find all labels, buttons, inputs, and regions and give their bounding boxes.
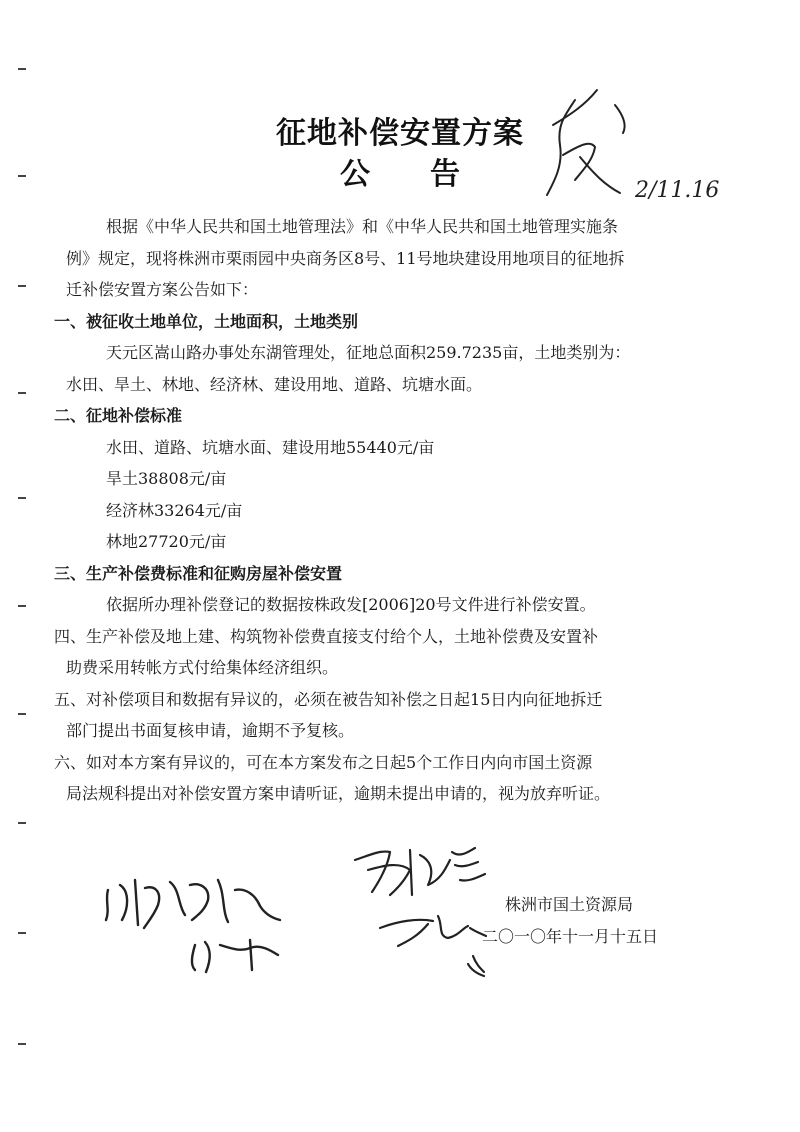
intro-line: 迁补偿安置方案公告如下：: [66, 280, 259, 299]
handwritten-date-note: 2/11.16: [635, 178, 720, 203]
handwritten-approval-mark: [535, 85, 725, 205]
section-line: 如对本方案有异议的，可在本方案发布之日起5个工作日内向市国土资源: [86, 752, 593, 772]
issuer-block: [482, 889, 740, 953]
punch-mark: [18, 497, 26, 499]
document-body: [54, 211, 726, 810]
punch-mark: [18, 1043, 26, 1045]
section-line: 依据所办理补偿登记的数据按株政发[2006]20号文件进行补偿安置。: [106, 595, 596, 614]
rate-line: 旱土38808元/亩: [106, 469, 227, 488]
handwritten-signature-left: [100, 870, 290, 980]
section-heading: 三、生产补偿费标准和征购房屋补偿安置: [54, 563, 343, 583]
punch-mark: [18, 68, 26, 70]
subtitle-char: 公: [340, 157, 370, 192]
punch-mark: [18, 822, 26, 824]
intro-line: 根据《中华人民共和国土地管理法》和《中华人民共和国土地管理实施条: [106, 217, 619, 236]
section-heading: 二、征地补偿标准: [54, 406, 183, 425]
punch-mark: [18, 932, 26, 934]
section-item: [54, 747, 726, 779]
punch-mark: [18, 605, 26, 607]
document-title: 征地补偿安置方案: [276, 116, 524, 151]
section-number: 四、: [54, 626, 87, 646]
section-line: 局法规科提出对补偿安置方案申请听证，逾期未提出申请的，视为放弃听证。: [66, 784, 611, 803]
handwritten-signature-lower: [378, 906, 488, 981]
section-line: 水田、旱土、林地、经济林、建设用地、道路、坑塘水面。: [66, 374, 483, 394]
intro-line: 例》规定，现将株洲市栗雨园中央商务区8号、11号地块建设用地项目的征地拆: [66, 248, 625, 268]
section-number: 五、: [54, 689, 87, 709]
rate-line: 水田、道路、坑塘水面、建设用地55440元/亩: [106, 437, 435, 457]
subtitle-char: 告: [430, 157, 460, 192]
rate-line: 林地27720元/亩: [106, 532, 227, 551]
handwritten-signature-upper: [350, 840, 500, 900]
issue-date: 二〇一〇年十一月十五日: [482, 927, 659, 946]
section-number: 六、: [54, 752, 87, 772]
punch-mark: [18, 285, 26, 287]
section-heading: 一、被征收土地单位，土地面积，土地类别: [54, 311, 359, 331]
punch-mark: [18, 392, 26, 394]
issuer-name: 株洲市国土资源局: [505, 895, 634, 914]
section-line: 天元区嵩山路办事处东湖管理处，征地总面积259.7235亩，土地类别为：: [106, 343, 631, 362]
section-line: 生产补偿及地上建、构筑物补偿费直接支付给个人，土地补偿费及安置补: [86, 626, 599, 646]
punch-mark: [18, 713, 26, 715]
section-line: 部门提出书面复核申请，逾期不予复核。: [66, 721, 355, 740]
rate-line: 经济林33264元/亩: [106, 500, 243, 520]
section-line: 对补偿项目和数据有异议的，必须在被告知补偿之日起15日内向征地拆迁: [86, 689, 603, 709]
section-item: [54, 684, 726, 716]
section-item: [54, 621, 726, 653]
section-line: 助费采用转帐方式付给集体经济组织。: [66, 658, 339, 677]
